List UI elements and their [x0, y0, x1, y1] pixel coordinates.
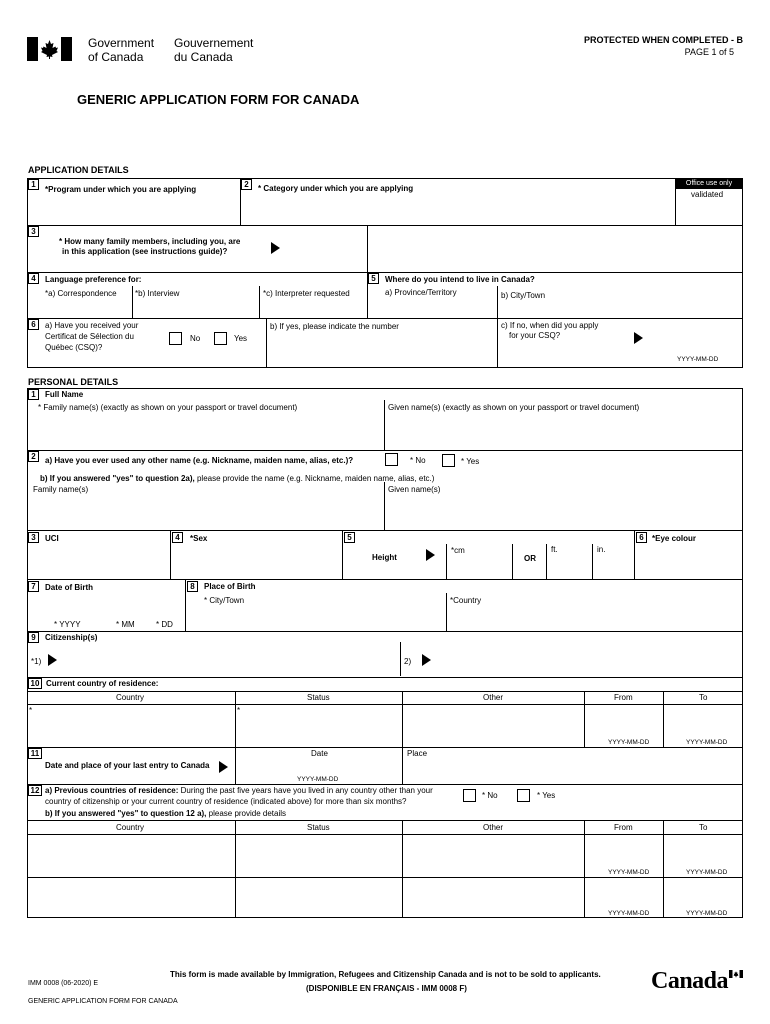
government-flag-logo — [27, 37, 72, 61]
date-of-birth-label: Date of Birth — [45, 583, 93, 592]
prev-residence-2-country[interactable] — [30, 879, 233, 916]
pd-q12-number: 12 — [28, 785, 42, 796]
citizenship-1-select[interactable] — [60, 645, 398, 673]
previous-residence-details-rest: please provide details — [208, 809, 287, 818]
csq-yes-checkbox[interactable] — [214, 332, 227, 345]
prev-1-from-format: YYYY-MM-DD — [608, 869, 650, 876]
residence-from-input[interactable] — [587, 706, 661, 736]
csq-question-3: Québec (CSQ)? — [45, 343, 103, 352]
dob-mm-label: * MM — [116, 620, 135, 629]
intend-to-live-label: Where do you intend to live in Canada? — [385, 275, 535, 284]
citizenship-1-label: *1) — [31, 657, 42, 666]
other-name-details — [40, 474, 434, 484]
previous-residence-rest: During the past five years have you lived in any country other than your — [180, 786, 433, 795]
form-title: GENERIC APPLICATION FORM FOR CANADA — [77, 92, 360, 107]
q1-number: 1 — [28, 179, 39, 190]
other-name-yes-label: * Yes — [461, 457, 480, 466]
previous-residence-question — [45, 786, 433, 796]
residence-country-required: * — [29, 706, 33, 715]
prev-residence-no-label: * No — [482, 791, 498, 800]
residence-status-required: * — [237, 706, 241, 715]
height-ft-input[interactable] — [550, 557, 590, 577]
program-input[interactable] — [40, 195, 238, 223]
prev-col-other: Other — [483, 823, 504, 832]
prev-residence-2-from[interactable] — [587, 879, 661, 907]
prev-residence-1-from[interactable] — [587, 836, 661, 866]
interpreter-checkbox[interactable] — [262, 300, 366, 316]
language-preference-label: Language preference for: — [45, 275, 142, 284]
other-name-no-label: * No — [410, 456, 426, 465]
csq-question-1: a) Have you received your — [45, 321, 139, 330]
prev-residence-1-other[interactable] — [405, 836, 582, 876]
gov-en-line1: Government — [88, 36, 155, 50]
other-name-details-bold: b) If you answered "yes" to question 2a), — [40, 474, 195, 483]
correspondence-label: *a) Correspondence — [45, 289, 117, 298]
arrow-right-icon — [634, 332, 643, 344]
dob-yyyy-label: * YYYY — [54, 620, 81, 629]
in-label: in. — [597, 545, 606, 554]
prev-col-status: Status — [307, 823, 330, 832]
interview-select[interactable] — [134, 300, 257, 316]
uci-input[interactable] — [30, 546, 168, 577]
csq-number-label: b) If yes, please indicate the number — [270, 322, 399, 331]
height-in-input[interactable] — [596, 557, 632, 577]
form-number: IMM 0008 (06-2020) E — [28, 980, 99, 987]
application-details-heading: APPLICATION DETAILS — [28, 165, 129, 175]
entry-date-label: Date — [311, 749, 328, 758]
arrow-right-icon — [219, 761, 228, 773]
entry-date-format: YYYY-MM-DD — [297, 776, 339, 783]
city-town-input[interactable] — [500, 302, 740, 316]
canada-wordmark-text: Canada — [651, 968, 729, 994]
dob-dd-label: * DD — [156, 620, 173, 629]
other-name-details-rest: please provide the name (e.g. Nickname, maiden name, alias, etc.) — [196, 474, 435, 483]
birth-city-input[interactable] — [188, 608, 444, 629]
gov-en-line2: of Canada — [88, 50, 144, 64]
birth-country-label: *Country — [450, 596, 482, 605]
residence-country-select[interactable] — [30, 706, 233, 745]
sex-label: *Sex — [190, 534, 208, 543]
prev-2-from-format: YYYY-MM-DD — [608, 910, 650, 917]
interpreter-label: *c) Interpreter requested — [263, 289, 350, 298]
family-name-input[interactable] — [30, 415, 382, 448]
csq-apply-date-input[interactable] — [655, 322, 740, 352]
citizenship-label: Citizenship(s) — [45, 633, 98, 642]
french-availability: (DISPONIBLE EN FRANÇAIS - IMM 0008 F) — [306, 984, 467, 993]
correspondence-select[interactable] — [30, 300, 130, 316]
arrow-right-icon — [422, 654, 431, 666]
csq-yes-label: Yes — [234, 334, 248, 343]
other-family-name-input[interactable] — [30, 497, 382, 528]
prev-residence-1-country[interactable] — [30, 836, 233, 876]
prev-residence-yes-checkbox[interactable] — [517, 789, 530, 802]
prev-residence-2-status[interactable] — [238, 879, 400, 916]
family-name-label: * Family name(s) (exactly as shown on your passport or travel document) — [38, 403, 298, 412]
page-number: PAGE 1 of 5 — [684, 47, 734, 57]
q3-number: 3 — [28, 226, 39, 237]
arrow-right-icon — [48, 654, 57, 666]
city-town-label: b) City/Town — [501, 291, 546, 300]
col-status: Status — [307, 693, 330, 702]
dob-day-input[interactable] — [150, 596, 180, 616]
col-to: To — [699, 693, 708, 702]
prev-col-to: To — [699, 823, 708, 832]
residence-other-input[interactable] — [405, 706, 582, 745]
prev-residence-yes-label: * Yes — [537, 791, 556, 800]
citizenship-2-select[interactable] — [434, 645, 740, 673]
q2-number: 2 — [241, 179, 252, 190]
availability-notice: This form is made available by Immigration, Refugees and Citizenship Canada and is not to be sold to applicants. — [170, 970, 601, 979]
office-use-badge: Office use only — [676, 179, 742, 189]
residence-status-select[interactable] — [238, 706, 400, 745]
prev-col-country: Country — [116, 823, 145, 832]
last-entry-label: Date and place of your last entry to Canada — [45, 761, 210, 770]
csq-question-2: Certificat de Sélection du — [45, 332, 134, 341]
q4-number: 4 — [28, 273, 39, 284]
birth-country-select[interactable] — [449, 608, 740, 629]
q5-number: 5 — [368, 273, 379, 284]
category-input[interactable] — [255, 195, 673, 223]
eye-colour-label: *Eye colour — [652, 534, 697, 543]
eye-colour-select[interactable] — [637, 546, 741, 577]
place-of-birth-label: Place of Birth — [204, 582, 256, 591]
province-select[interactable] — [370, 300, 495, 316]
validated-label: validated — [691, 190, 724, 199]
csq-no-checkbox[interactable] — [169, 332, 182, 345]
residence-to-format: YYYY-MM-DD — [686, 739, 728, 746]
q6-number: 6 — [28, 319, 39, 330]
program-label: *Program under which you are applying — [45, 185, 197, 194]
pd-q9-number: 9 — [28, 632, 39, 643]
prev-residence-2-other[interactable] — [405, 879, 582, 916]
canada-wordmark — [651, 968, 743, 994]
prev-1-to-format: YYYY-MM-DD — [686, 869, 728, 876]
csq-date-format: YYYY-MM-DD — [677, 356, 719, 363]
previous-residence-details — [45, 809, 286, 819]
full-name-label: Full Name — [45, 390, 84, 399]
csq-apply-label-2: for your CSQ? — [509, 331, 561, 340]
prev-residence-1-to[interactable] — [666, 836, 740, 866]
col-from: From — [614, 693, 633, 702]
residence-from-format: YYYY-MM-DD — [608, 739, 650, 746]
ft-label: ft. — [551, 545, 558, 554]
province-label: a) Province/Territory — [385, 288, 457, 297]
family-members-label: * How many family members, including you, are — [59, 237, 241, 246]
given-name-label: Given name(s) (exactly as shown on your passport or travel document) — [388, 403, 640, 412]
prev-residence-2-to[interactable] — [666, 879, 740, 907]
birth-city-label: * City/Town — [204, 596, 245, 605]
col-country: Country — [116, 693, 145, 702]
entry-place-input[interactable] — [405, 760, 740, 782]
dob-year-input[interactable] — [45, 596, 105, 616]
prev-residence-1-status[interactable] — [238, 836, 400, 876]
csq-apply-label-1: c) If no, when did you apply — [501, 321, 599, 330]
family-members-input[interactable] — [368, 226, 742, 271]
other-given-name-input[interactable] — [387, 497, 740, 528]
previous-residence-bold: a) Previous countries of residence: — [45, 786, 179, 795]
category-label: * Category under which you are applying — [258, 184, 414, 193]
interview-label: *b) Interview — [135, 289, 180, 298]
previous-residence-details-bold: b) If you answered "yes" to question 12 a), — [45, 809, 207, 818]
pd-q10-number: 10 — [28, 678, 42, 689]
uci-label: UCI — [45, 534, 59, 543]
prev-residence-no-checkbox[interactable] — [463, 789, 476, 802]
pd-q7-number: 7 — [28, 581, 39, 592]
protected-label: PROTECTED WHEN COMPLETED - B — [584, 35, 743, 45]
pd-q4-number: 4 — [172, 532, 183, 543]
previous-residence-line2: country of citizenship or your current country of residence (indicated above) for more than six months? — [45, 797, 407, 806]
or-label: OR — [524, 554, 536, 563]
current-residence-label: Current country of residence: — [46, 679, 159, 688]
sex-select[interactable] — [173, 546, 340, 577]
prev-col-from: From — [614, 823, 633, 832]
gov-fr-line2: du Canada — [174, 50, 233, 64]
pd-q11-number: 11 — [28, 748, 42, 759]
height-label: Height — [372, 553, 397, 562]
footer-form-title: GENERIC APPLICATION FORM FOR CANADA — [28, 998, 178, 1005]
pd-q8-number: 8 — [187, 581, 198, 592]
given-name-input[interactable] — [387, 415, 740, 448]
other-name-question: a) Have you ever used any other name (e.g. Nickname, maiden name, alias, etc.)? — [45, 456, 354, 465]
pd-q1-number: 1 — [28, 389, 39, 400]
pd-q3-number: 3 — [28, 532, 39, 543]
entry-place-label: Place — [407, 749, 428, 758]
arrow-right-icon — [426, 549, 435, 561]
prev-2-to-format: YYYY-MM-DD — [686, 910, 728, 917]
residence-to-input[interactable] — [666, 706, 740, 736]
citizenship-2-label: 2) — [404, 657, 412, 666]
pd-q2-number: 2 — [28, 451, 39, 462]
other-name-no-checkbox[interactable] — [385, 453, 398, 466]
gov-fr-line1: Gouvernement — [174, 36, 254, 50]
arrow-right-icon — [271, 242, 280, 254]
other-name-yes-checkbox[interactable] — [442, 454, 455, 467]
other-family-name-label: Family name(s) — [33, 485, 89, 494]
personal-details-heading: PERSONAL DETAILS — [28, 377, 119, 387]
wordmark-flag-icon — [729, 970, 743, 978]
family-members-label-2: in this application (see instructions guide)? — [62, 247, 228, 256]
col-other: Other — [483, 693, 504, 702]
entry-date-input[interactable] — [238, 760, 400, 773]
cm-label: *cm — [451, 546, 465, 555]
csq-no-label: No — [190, 334, 201, 343]
height-cm-input[interactable] — [450, 557, 510, 577]
csq-number-input[interactable] — [269, 334, 495, 366]
pd-q6-number: 6 — [636, 532, 647, 543]
dob-month-input[interactable] — [110, 596, 145, 616]
pd-q5-number: 5 — [344, 532, 355, 543]
other-given-name-label: Given name(s) — [388, 485, 441, 494]
